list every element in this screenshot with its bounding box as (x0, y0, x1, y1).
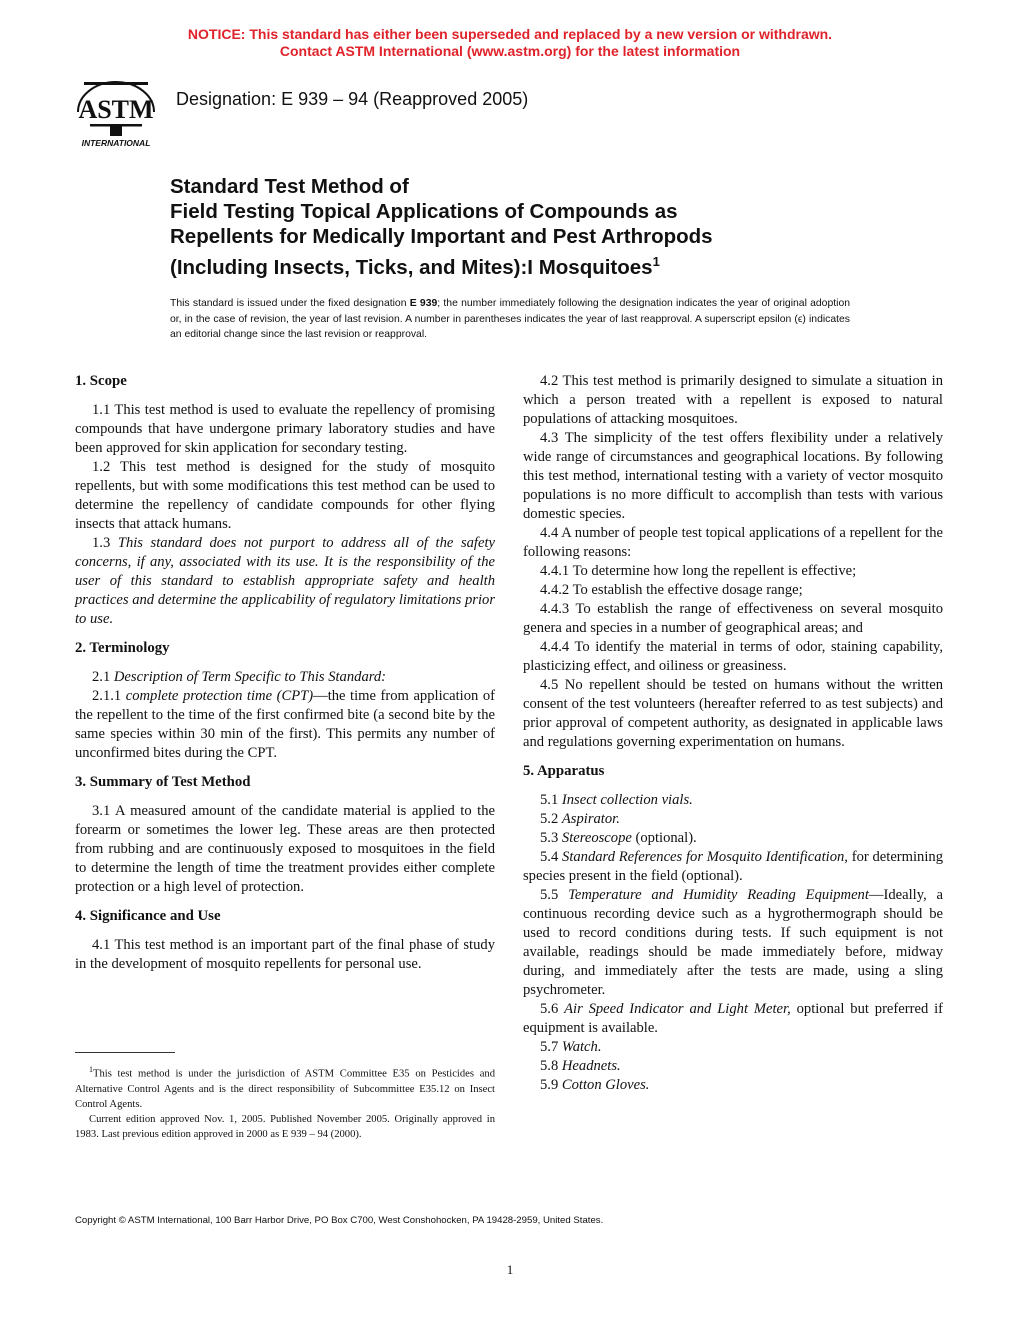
spacer (75, 792, 495, 802)
spacer (523, 752, 943, 762)
astm-logo-icon (70, 72, 162, 150)
apparatus-item (523, 886, 943, 1000)
apparatus-num: 5.5 (540, 887, 569, 903)
terminology-2-1 (75, 668, 495, 687)
significance-4-4-4: 4.4.4 To identify the material in terms of odor, staining capability, plasticizing effect, and oiliness or greasiness. (523, 639, 943, 674)
significance-4-4-2: 4.4.2 To establish the effective dosage range; (540, 582, 803, 598)
copyright: Copyright © ASTM International, 100 Barr Harbor Drive, PO Box C700, West Conshohocken, PA 19428-2959, United States. (75, 1215, 604, 1226)
intro-part-2: ; the number immediately following the designation indicates the year of original adoption or, in the case of revision, the year of last revision. A number in parentheses indicates the year of last reapproval. A superscript epsilon (ϵ) indicates an editorial change since the last revision or reapproval. (170, 298, 850, 340)
terminology-2-1-1-num: 2.1.1 (92, 688, 126, 704)
significance-4-4-1: 4.4.1 To determine how long the repellent is effective; (540, 563, 857, 579)
terminology-term: complete protection time (CPT) (125, 688, 314, 704)
spacer (75, 763, 495, 773)
apparatus-rest: for determining species present in the field (optional). (523, 849, 944, 884)
designation: Designation: E 939 – 94 (Reapproved 2005) (176, 89, 529, 109)
spacer (523, 781, 943, 791)
apparatus-num: 5.1 (540, 792, 562, 808)
apparatus-num: 5.9 (540, 1077, 562, 1093)
spacer (75, 629, 495, 639)
apparatus-item (523, 1057, 943, 1076)
terminology-heading: 2. Terminology (75, 640, 170, 656)
apparatus-label: Headnets. (561, 1058, 621, 1074)
apparatus-item (523, 810, 943, 829)
significance-4-4-3: 4.4.3 To establish the range of effectiveness on several mosquito genera and species in a number of geographical areas; and (523, 601, 943, 636)
apparatus-label: Insect collection vials. (561, 792, 693, 808)
document-title (170, 174, 970, 280)
apparatus-item (523, 791, 943, 810)
summary-heading: 3. Summary of Test Method (75, 774, 251, 790)
page-number: 1 (506, 1262, 514, 1277)
scope-1-3-num: 1.3 (92, 535, 118, 551)
apparatus-label: Cotton Gloves. (561, 1077, 650, 1093)
apparatus-rest: (optional). (631, 830, 697, 846)
significance-4-5: 4.5 No repellent should be tested on humans without the written consent of the test volunteers (hereafter referred to as test subjects) and prior approval of competent authority, as designated in applicable laws and regulations governing experimentation on humans. (523, 677, 943, 750)
apparatus-num: 5.2 (540, 811, 562, 827)
spacer (75, 897, 495, 907)
apparatus-heading: 5. Apparatus (523, 763, 605, 779)
significance-4-1: 4.1 This test method is an important part of the final phase of study in the development of mosquito repellents for personal use. (75, 937, 495, 972)
title-line-3: Repellents for Medically Important and Pest Arthropods (170, 225, 713, 248)
apparatus-num: 5.8 (540, 1058, 562, 1074)
significance-4-4: 4.4 A number of people test topical applications of a repellent for the following reasons: (523, 525, 943, 560)
intro-code: E 939 (409, 298, 438, 309)
footnote-divider (75, 1052, 175, 1053)
intro-paragraph (170, 296, 850, 343)
footnote-marker: 1 (89, 1065, 93, 1074)
footnotes (75, 1062, 495, 1142)
title-footnote-marker: 1 (652, 254, 660, 269)
apparatus-item (523, 848, 943, 886)
apparatus-num: 5.4 (540, 849, 563, 865)
spacer (75, 658, 495, 668)
footnote-1 (75, 1062, 495, 1112)
title-line-4-text: (Including Insects, Ticks, and Mites):I Mosquitoes (170, 255, 653, 279)
notice-banner (0, 26, 1020, 60)
intro-part-1: This standard is issued under the fixed designation (170, 298, 410, 309)
terminology-2-1-1-text: —the time from application of the repellent to the time of the first confirmed bite (a second bite by the same species within 30 min of the first). This permits any number of unconfirmed bites during the CPT. (75, 688, 495, 761)
scope-1-3 (75, 534, 495, 629)
terminology-2-1-num: 2.1 (92, 669, 114, 685)
apparatus-item (523, 1000, 943, 1038)
significance-4-2: 4.2 This test method is primarily designed to simulate a situation in which a person treated with a repellent is exposed to natural populations of attacking mosquitoes. (523, 373, 943, 427)
title-line-4 (170, 249, 970, 280)
logo-caption: INTERNATIONAL (81, 138, 151, 148)
spacer (75, 926, 495, 936)
scope-heading: 1. Scope (75, 373, 127, 389)
summary-3-1: 3.1 A measured amount of the candidate material is applied to the forearm or sometimes the lower leg. These areas are then protected from rubbing and are continuously exposed to mosquitoes in the field to determine the length of time the treatment provides either complete protection or a high level of protection. (75, 803, 495, 895)
apparatus-label: Temperature and Humidity Reading Equipment (568, 887, 869, 903)
apparatus-item (523, 1076, 943, 1095)
apparatus-label: Stereoscope (561, 830, 632, 846)
apparatus-item (523, 1038, 943, 1057)
apparatus-num: 5.3 (540, 830, 562, 846)
apparatus-label: Aspirator. (561, 811, 620, 827)
apparatus-rest: optional but preferred if equipment is available. (523, 1001, 944, 1036)
left-column (75, 372, 495, 974)
notice-line-1: NOTICE: This standard has either been superseded and replaced by a new version or withdrawn. (187, 26, 833, 42)
logo-letters: ASTM (78, 95, 154, 124)
scope-1-2: 1.2 This test method is designed for the study of mosquito repellents, but with some modifications this test method can be used to determine the repellency of candidate compounds for other flying insects that attack humans. (75, 459, 495, 532)
apparatus-num: 5.6 (540, 1001, 565, 1017)
significance-heading: 4. Significance and Use (75, 908, 221, 924)
significance-4-3: 4.3 The simplicity of the test offers flexibility under a relatively wide range of circumstances and geographical locations. By following this test method, international testing with a variety of vector mosquito populations is no more difficult to accomplish than tests with various domestic species. (523, 430, 943, 522)
terminology-2-1-1 (75, 687, 495, 763)
apparatus-label: Watch. (561, 1039, 602, 1055)
footnote-1-text: This test method is under the jurisdiction of ASTM Committee E35 on Pesticides and Alternative Control Agents and is the direct responsibility of Subcommittee E35.12 on Insect Control Agents. (75, 1068, 495, 1110)
apparatus-num: 5.7 (540, 1039, 562, 1055)
scope-1-3-text: This standard does not purport to address all of the safety concerns, if any, associated with its use. It is the responsibility of the user of this standard to establish appropriate safety and health practices and determine the applicability of regulatory limitations prior to use. (75, 535, 495, 627)
notice-line-2: Contact ASTM International (www.astm.org) for the latest information (279, 43, 741, 59)
apparatus-label: Air Speed Indicator and Light Meter, (564, 1001, 791, 1017)
scope-1-1: 1.1 This test method is used to evaluate the repellency of promising compounds that have undergone primary laboratory studies and have been approved for skin application for secondary testing. (75, 402, 495, 456)
right-column (523, 372, 943, 1095)
apparatus-rest: —Ideally, a continuous recording device such as a hygrothermograph should be used to record conditions during tests. If such equipment is not available, readings should be made immediately before, midway during, and immediately after the tests are made, using a sling psychrometer. (523, 887, 944, 998)
footnote-2: Current edition approved Nov. 1, 2005. Published November 2005. Originally approved in 1983. Last previous edition approved in 2000 as E 939 – 94 (2000). (75, 1113, 495, 1140)
spacer (75, 391, 495, 401)
apparatus-label: Standard References for Mosquito Identification, (562, 849, 848, 865)
title-line-1: Standard Test Method of (170, 175, 409, 198)
apparatus-item (523, 829, 943, 848)
terminology-2-1-text: Description of Term Specific to This Standard: (113, 669, 387, 685)
title-line-2: Field Testing Topical Applications of Compounds as (170, 200, 678, 223)
